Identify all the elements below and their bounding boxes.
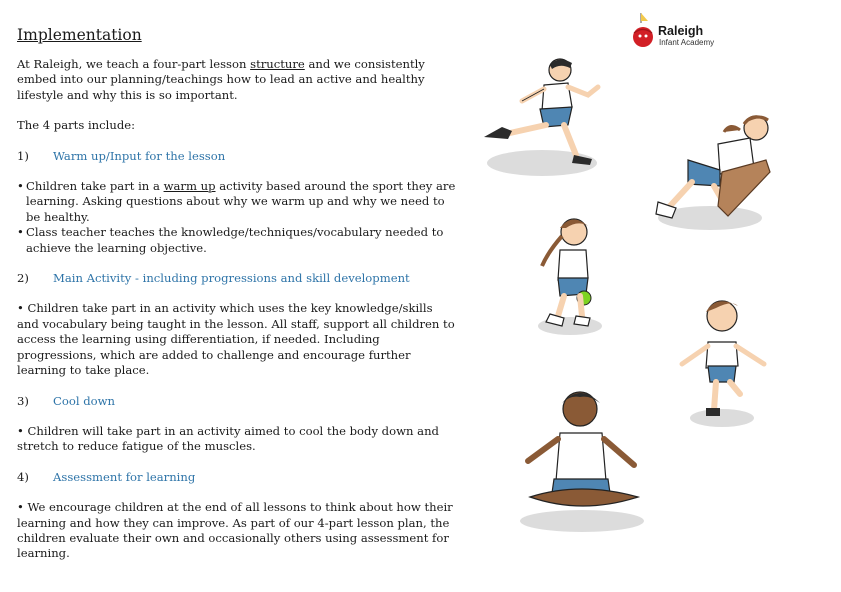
logo-name: Raleigh <box>658 24 704 38</box>
bullet-underlined-word: warm up <box>163 179 216 194</box>
section-1-bullets <box>17 179 457 256</box>
bullet-dot: • <box>17 179 24 194</box>
child-meditating-illustration <box>510 385 655 535</box>
intro-text-after: and we consistently embed into our planning/teachings how to lead an active and healthy lifestyle and why this is so important. <box>17 57 425 102</box>
section-1-bullet-1 <box>17 179 457 225</box>
section-1-number: 1) <box>17 148 29 163</box>
section-4-header <box>17 470 457 485</box>
section-4-number: 4) <box>17 469 29 484</box>
section-2-header <box>17 271 457 286</box>
logo-subtitle: Infant Academy <box>659 38 715 47</box>
child-bouncing-ball-illustration <box>528 212 608 337</box>
section-4-title: Assessment for learning <box>53 469 196 484</box>
section-1-header <box>17 149 457 164</box>
section-3-number: 3) <box>17 393 29 408</box>
section-1-bullet-2 <box>17 225 457 256</box>
child-balancing-illustration <box>676 288 771 433</box>
section-3-text: • Children will take part in an activity aimed to cool the body down and stretch to reduce fatigue of the muscles. <box>17 423 439 454</box>
intro-underlined-word: structure <box>250 57 305 71</box>
section-3-title: Cool down <box>53 393 116 408</box>
section-4-text: • We encourage children at the end of all lessons to think about how their learning and how they can improve. As part of our 4-part lesson plan, the children evaluate their own and occasionally others using assessment for learning. <box>17 500 453 561</box>
bullet-text-before: Children take part in a <box>26 179 164 194</box>
child-batting-illustration <box>648 110 778 235</box>
page-heading: Implementation <box>17 26 142 44</box>
intro-paragraph <box>17 57 457 103</box>
section-2-title: Main Activity - including progressions and skill development <box>53 271 410 286</box>
bullet-text: Class teacher teaches the knowledge/techniques/vocabulary needed to achieve the learning objective. <box>26 225 444 255</box>
child-running-illustration <box>480 55 610 180</box>
section-1-title: Warm up/Input for the lesson <box>53 148 226 163</box>
bullet-dot: • <box>17 225 24 240</box>
section-2-number: 2) <box>17 271 29 286</box>
section-2-text: • Children take part in an activity which uses the key knowledge/skills and vocabulary being taught in the lesson. All staff, support all children to access the learning using differentiation, if needed. Including progressions, which are added to challenge and encourage further learning to take place. <box>17 301 455 378</box>
bullet-text-after: activity based around the sport they are learning. Asking questions about why we warm up and why we need to be healthy. <box>26 179 456 224</box>
parts-intro: The 4 parts include: <box>17 118 136 133</box>
intro-text-before: At Raleigh, we teach a four-part lesson <box>17 57 251 71</box>
section-3-header <box>17 394 457 409</box>
text-column <box>17 25 457 577</box>
